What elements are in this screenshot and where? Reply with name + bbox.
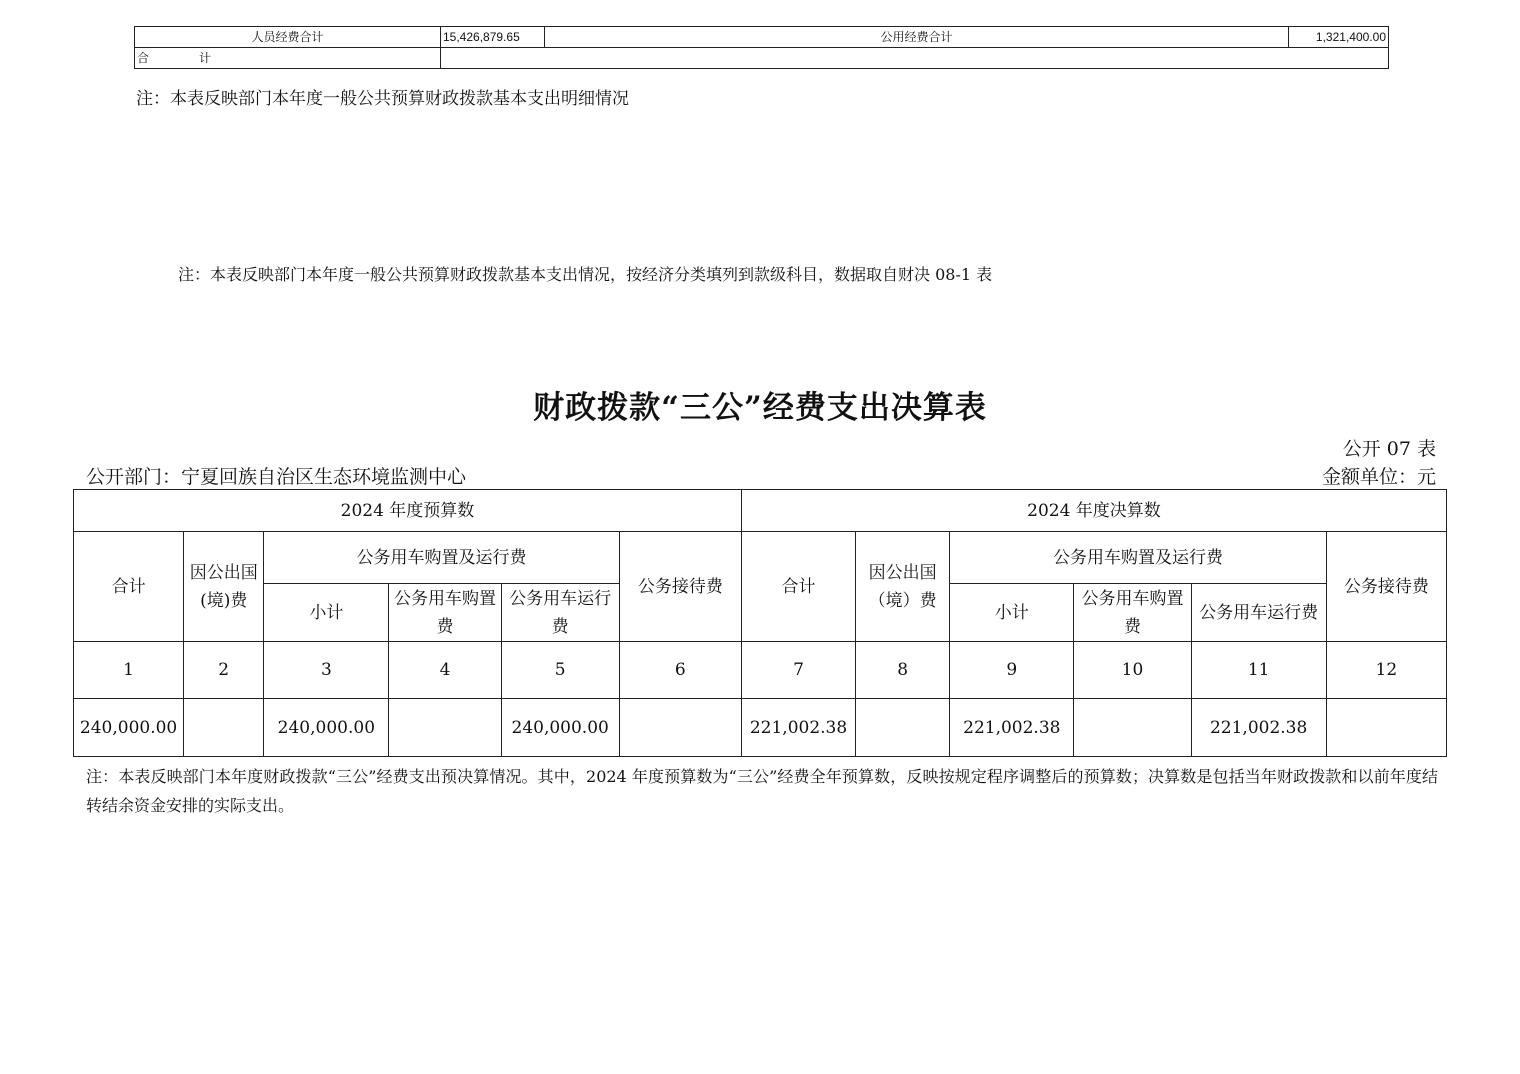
col-number: 8 <box>856 642 950 699</box>
budget-reception-header: 公务接待费 <box>619 532 741 642</box>
col-number: 4 <box>389 642 501 699</box>
personnel-total-value: 15,426,879.65 <box>441 27 545 48</box>
budget-operation-header: 公务用车运行费 <box>501 584 619 642</box>
report-title: 财政拨款“三公”经费支出决算表 <box>533 390 987 426</box>
public-total-value: 1,321,400.00 <box>1289 27 1389 48</box>
budget-abroad-header: 因公出国(境)费 <box>184 532 264 642</box>
col-number: 5 <box>501 642 619 699</box>
col-number: 12 <box>1326 642 1446 699</box>
final-operation-header: 公务用车运行费 <box>1191 584 1326 642</box>
cell-budget-purchase <box>389 699 501 757</box>
grand-total-label <box>135 48 441 69</box>
col-number: 1 <box>74 642 184 699</box>
note-middle: 注：本表反映部门本年度一般公共预算财政拨款基本支出情况，按经济分类填列到款级科目，数据取自财决 08-1 表 <box>178 265 993 284</box>
department: 公开部门：宁夏回族自治区生态环境监测中心 <box>86 466 467 488</box>
table-number: 公开 07 表 <box>1342 438 1436 460</box>
final-purchase-header: 公务用车购置费 <box>1074 584 1191 642</box>
cell-final-purchase <box>1074 699 1191 757</box>
cell-final-reception <box>1326 699 1446 757</box>
grand-total-value <box>441 48 1389 69</box>
final-vehicle-header: 公务用车购置及运行费 <box>950 532 1327 584</box>
grand-total-label-2: 计 <box>199 51 212 65</box>
header-row-main <box>74 532 1447 584</box>
header-row-group <box>74 490 1447 532</box>
summary-row-totals <box>135 27 1389 48</box>
col-number: 6 <box>619 642 741 699</box>
budget-subtotal-header: 小计 <box>264 584 389 642</box>
footnote: 注：本表反映部门本年度财政拨款“三公”经费支出预决算情况。其中，2024 年度预算数为“三公”经费全年预算数，反映按规定程序调整后的预算数；决算数是包括当年财政拨款和以前年度结转结余资金安排的实际支出。 <box>86 767 1438 815</box>
grand-total-label-1: 合 <box>137 51 150 65</box>
cell-budget-abroad <box>184 699 264 757</box>
cell-budget-subtotal: 240,000.00 <box>264 699 389 757</box>
cell-budget-operation: 240,000.00 <box>501 699 619 757</box>
col-number: 11 <box>1191 642 1326 699</box>
cell-final-total: 221,002.38 <box>741 699 855 757</box>
summary-row-grand-total <box>135 48 1389 69</box>
cell-final-subtotal: 221,002.38 <box>950 699 1074 757</box>
cell-final-abroad <box>856 699 950 757</box>
cell-budget-reception <box>619 699 741 757</box>
note-top: 注：本表反映部门本年度一般公共预算财政拨款基本支出明细情况 <box>136 89 629 109</box>
cell-final-operation: 221,002.38 <box>1191 699 1326 757</box>
cell-budget-total: 240,000.00 <box>74 699 184 757</box>
col-number: 10 <box>1074 642 1191 699</box>
col-number: 7 <box>741 642 855 699</box>
col-number: 9 <box>950 642 1074 699</box>
budget-total-header: 合计 <box>74 532 184 642</box>
summary-table <box>134 26 1389 69</box>
public-total-label: 公用经费合计 <box>545 27 1289 48</box>
amount-unit: 金额单位：元 <box>1321 466 1436 488</box>
final-reception-header: 公务接待费 <box>1326 532 1446 642</box>
column-number-row <box>74 642 1447 699</box>
data-row <box>74 699 1447 757</box>
personnel-total-label: 人员经费合计 <box>135 27 441 48</box>
final-subtotal-header: 小计 <box>950 584 1074 642</box>
col-number: 2 <box>184 642 264 699</box>
final-abroad-header: 因公出国（境）费 <box>856 532 950 642</box>
three-public-expense-table <box>73 489 1447 757</box>
final-total-header: 合计 <box>741 532 855 642</box>
budget-vehicle-header: 公务用车购置及运行费 <box>264 532 619 584</box>
col-number: 3 <box>264 642 389 699</box>
group-budget-header: 2024 年度预算数 <box>74 490 742 532</box>
group-final-header: 2024 年度决算数 <box>741 490 1446 532</box>
budget-purchase-header: 公务用车购置费 <box>389 584 501 642</box>
